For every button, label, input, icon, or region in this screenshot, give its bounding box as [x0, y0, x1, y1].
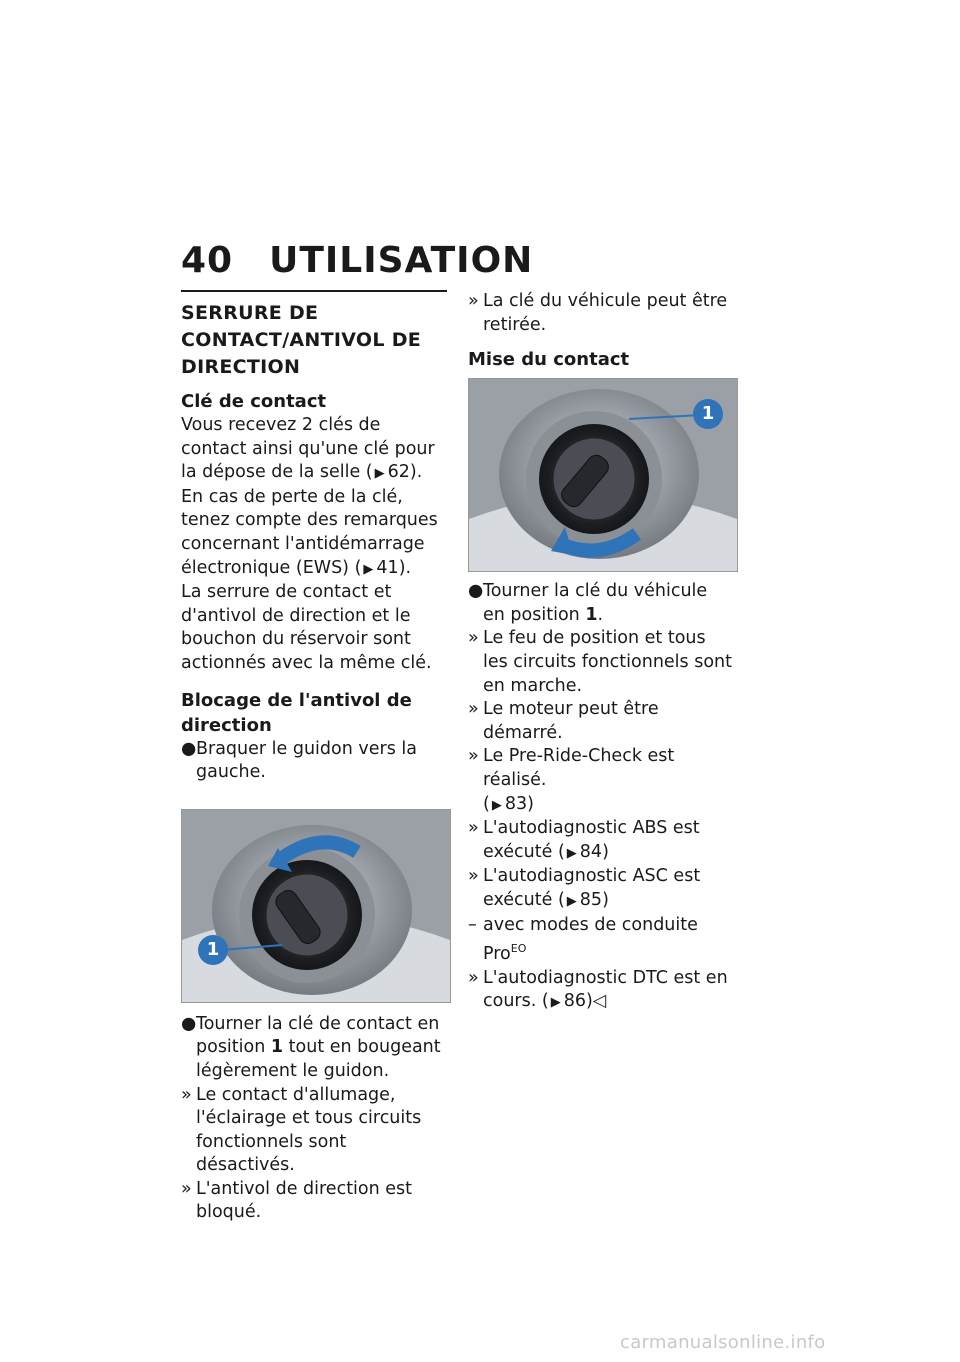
left-column — [181, 290, 447, 1225]
result-item: » La clé du véhicule peut être retirée. — [468, 291, 728, 335]
right-column — [468, 290, 734, 1015]
ignition-lock-illustration — [182, 810, 450, 1002]
page-reference-arrow-icon: ▶ — [566, 893, 577, 909]
page-reference[interactable]: 86 — [563, 991, 586, 1012]
result-item: » L'autodiagnostic ASC est exécuté ( ▶ 85) — [468, 865, 734, 913]
page-title: UTILISATION — [269, 240, 534, 281]
section-title: SERRURE DE CONTACT/ANTIVOL DE DIRECTION — [181, 302, 422, 378]
result-item: » L'antivol de direction est bloqué. — [181, 1178, 413, 1223]
result-item: » Le contact d'allumage, l'éclairage et tous circuits fonctionnels sont désactivés. — [181, 1084, 422, 1176]
page-reference[interactable]: 41 — [376, 557, 399, 578]
paragraph-lost-key: En cas de perte de la clé, tenez compte des remarques concernant l'antidémarrage électronique (EWS) ( ▶ 41). — [181, 486, 447, 581]
figure-ignition-on — [468, 378, 738, 572]
result-item: » L'autodiagnostic ABS est exécuté ( ▶ 84) — [468, 817, 734, 865]
result-chevrons-icon: » — [468, 818, 479, 839]
page-reference[interactable]: 85 — [579, 889, 603, 910]
figure-lock-steering — [181, 809, 451, 1003]
page-reference[interactable]: 84 — [579, 841, 603, 862]
paragraph-same-key: La serrure de contact et d'antivol de direction et le bouchon du réservoir sont actionnés avec la même clé. — [181, 582, 432, 673]
section-rule — [181, 290, 447, 292]
lock-subtitle: Blocage de l'antivol de direction — [181, 689, 412, 736]
callout-1: 1 — [198, 935, 228, 965]
instruction-step: ● Tourner la clé de contact en position 1 tout en bougeant légèrement le guidon. — [181, 1013, 441, 1081]
page-reference[interactable]: 62 — [387, 462, 410, 483]
watermark: carmanualsonline.info — [620, 1332, 826, 1353]
callout-1: 1 — [693, 399, 723, 429]
result-item: » L'autodiagnostic DTC est en cours. ( ▶ 86)◁ — [468, 967, 734, 1015]
paragraph-keys: Vous recevez 2 clés de contact ainsi qu'une clé pour la dépose de la selle ( ▶ 62). — [181, 414, 447, 486]
result-chevrons-icon: » — [181, 1084, 192, 1105]
page-header — [181, 240, 533, 281]
page-reference-arrow-icon: ▶ — [374, 466, 385, 482]
result-item: » Le moteur peut être démarré. — [468, 699, 659, 743]
bullet-dot-icon: ● — [181, 1013, 197, 1034]
end-triangle-icon: ◁ — [592, 991, 607, 1012]
page-reference-arrow-icon: ▶ — [363, 561, 374, 577]
instruction-step: ● Braquer le guidon vers la gauche. — [181, 738, 417, 783]
page-reference-arrow-icon: ▶ — [566, 845, 577, 861]
result-chevrons-icon: » — [468, 746, 479, 767]
result-chevrons-icon: » — [181, 1178, 192, 1199]
result-chevrons-icon: » — [468, 291, 479, 311]
result-item: » Le feu de position et tous les circuits fonctionnels sont en marche. — [468, 628, 732, 696]
option-note: – avec modes de conduite Pro$^{EO}$ — [468, 914, 698, 964]
dash-icon: – — [468, 914, 477, 935]
result-item: » Le Pre-Ride-Check est réalisé. ( ▶ 83) — [468, 745, 734, 817]
page-reference[interactable]: 83 — [504, 793, 528, 814]
result-chevrons-icon: » — [468, 628, 479, 649]
ignition-subtitle: Mise du contact — [468, 349, 630, 371]
bullet-dot-icon: ● — [181, 738, 197, 759]
key-subtitle: Clé de contact — [181, 391, 327, 412]
instruction-step: ● Tourner la clé du véhicule en position 1. — [468, 581, 708, 625]
result-chevrons-icon: » — [468, 699, 479, 720]
page-reference-arrow-icon: ▶ — [491, 797, 502, 813]
bullet-dot-icon: ● — [468, 581, 484, 602]
result-chevrons-icon: » — [468, 967, 479, 988]
page-number: 40 — [181, 240, 234, 281]
page-reference-arrow-icon: ▶ — [550, 995, 561, 1011]
result-chevrons-icon: » — [468, 866, 479, 887]
